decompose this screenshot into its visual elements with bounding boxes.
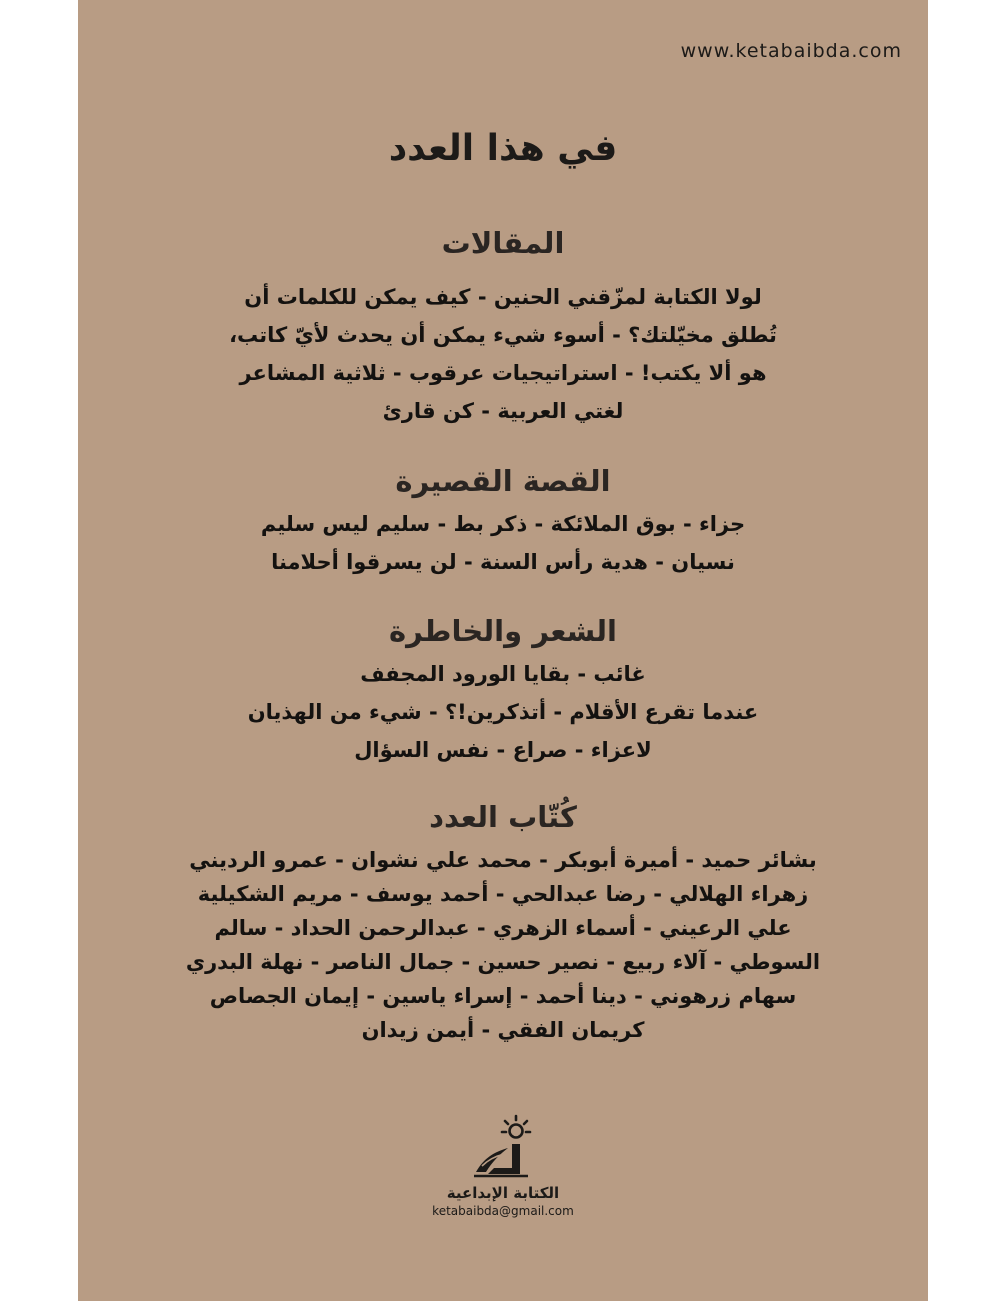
section-title-authors: كُتّاب العدد — [429, 800, 577, 834]
pen-writing-sun-icon — [468, 1112, 538, 1180]
logo-label: الكتابة الإبداعية — [446, 1184, 560, 1202]
authors-line: بشائر حميد - أميرة أبوبكر - محمد علي نشوان - عمرو الرديني — [189, 848, 817, 872]
poetry-line: غائب - بقايا الورود المجفف — [360, 662, 646, 686]
poetry-line: لاعزاء - صراع - نفس السؤال — [354, 738, 652, 762]
section-title-poetry: الشعر والخاطرة — [389, 614, 617, 648]
website-url[interactable]: www.ketabaibda.com — [680, 40, 902, 62]
logo-email[interactable]: ketabaibda@gmail.com — [432, 1204, 574, 1218]
section-poetry-list — [78, 655, 928, 769]
section-articles-list — [78, 278, 928, 430]
stories-line: جزاء - بوق الملائكة - ذكر بط - سليم ليس سليم — [260, 512, 746, 536]
authors-line: زهراء الهلالي - رضا عبدالحي - أحمد يوسف - مريم الشكيلية — [197, 882, 809, 906]
articles-line: تُطلق مخيّلتك؟ - أسوء شيء يمكن أن يحدث لأيّ كاتب، — [229, 323, 777, 347]
magazine-page — [78, 0, 928, 1301]
section-title-articles: المقالات — [441, 226, 565, 260]
articles-line: لولا الكتابة لمزّقني الحنين - كيف يمكن للكلمات أن — [244, 285, 762, 309]
articles-line: هو ألا يكتب! - استراتيجيات عرقوب - ثلاثية المشاعر — [239, 361, 767, 385]
authors-line: كريمان الفقي - أيمن زيدان — [361, 1018, 645, 1042]
section-title-stories: القصة القصيرة — [395, 464, 611, 498]
authors-line: علي الرعيني - أسماء الزهري - عبدالرحمن الحداد - سالم — [214, 916, 792, 940]
section-authors-list — [78, 843, 928, 1047]
poetry-line: عندما تقرع الأقلام - أتذكرين!؟ - شيء من الهذيان — [247, 700, 759, 724]
section-stories-list — [78, 505, 928, 581]
authors-line: سهام زرهوني - دينا أحمد - إسراء ياسين - إيمان الجصاص — [209, 984, 797, 1008]
page-title: في هذا العدد — [388, 128, 618, 169]
publisher-logo — [78, 1112, 928, 1218]
articles-line: لغتي العربية - كن قارئ — [382, 399, 624, 423]
authors-line: السوطي - آلاء ربيع - نصير حسين - جمال الناصر - نهلة البدري — [185, 950, 821, 974]
stories-line: نسيان - هدية رأس السنة - لن يسرقوا أحلامنا — [271, 550, 735, 574]
